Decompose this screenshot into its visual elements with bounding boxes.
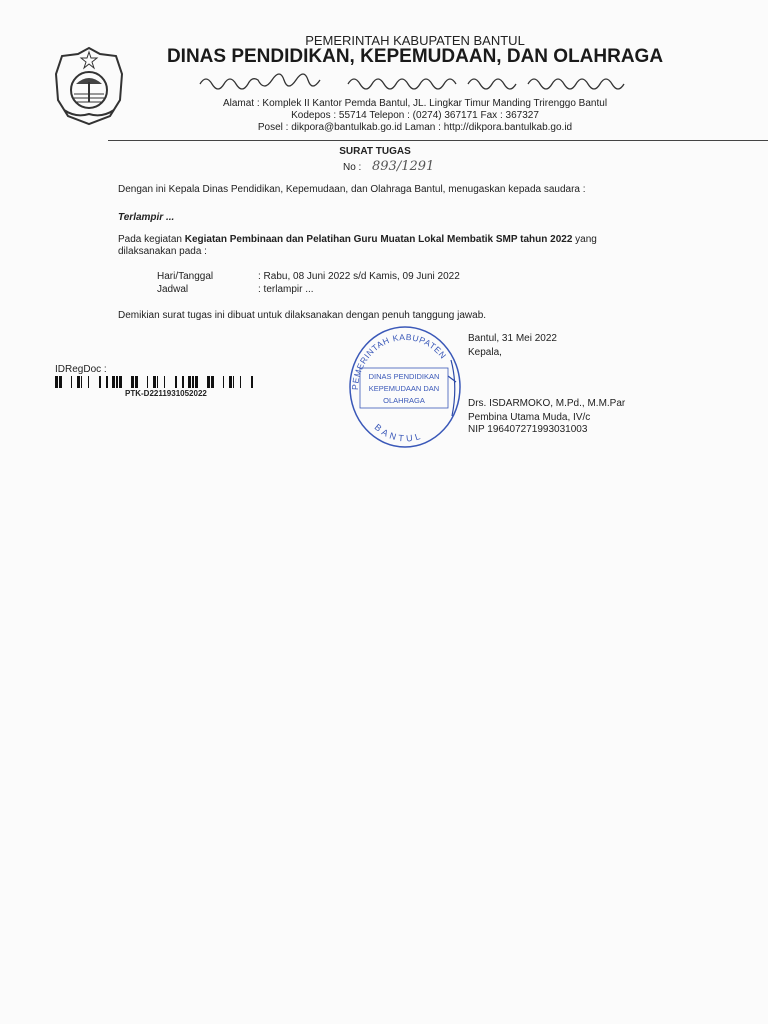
barcode-bar <box>119 376 122 388</box>
barcode-bar <box>164 376 165 388</box>
activity-line-2: dilaksanakan pada : <box>118 246 207 257</box>
barcode-bar <box>131 376 134 388</box>
email-web-line: Posel : dikpora@bantulkab.go.id Laman : http://dikpora.bantulkab.go.id <box>257 122 573 133</box>
detail-label-date: Hari/Tanggal <box>157 271 214 282</box>
contact-line: Kodepos : 55714 Telepon : (0274) 367171 Fax : 367327 <box>291 110 539 121</box>
address-line: Alamat : Komplek II Kantor Pemda Bantul, JL. Lingkar Timur Manding Trirenggo Bantul <box>222 98 608 109</box>
barcode-bar <box>153 376 156 388</box>
stamp-outer-top: PEMERINTAH KABUPATEN <box>349 331 449 391</box>
barcode-bar <box>135 376 138 388</box>
activity-prefix: Pada kegiatan <box>118 234 185 245</box>
detail-value-schedule: : terlampir ... <box>258 284 314 295</box>
official-stamp <box>348 324 462 450</box>
barcode-bar <box>195 376 198 388</box>
signature-position: Kepala, <box>468 347 502 358</box>
barcode-bar <box>211 376 214 388</box>
registration-barcode <box>55 376 259 388</box>
barcode-bar <box>192 376 194 388</box>
agency-name: DINAS PENDIDIKAN, KEPEMUDAAN, DAN OLAHRAGA <box>166 46 664 67</box>
barcode-bar <box>251 376 253 388</box>
detail-label-schedule: Jadwal <box>157 284 189 295</box>
barcode-bar <box>240 376 241 388</box>
stamp-inner-2: KEPEMUDAAN DAN <box>368 384 440 393</box>
government-name: PEMERINTAH KABUPATEN BANTUL <box>305 33 525 48</box>
letter-title: SURAT TUGAS <box>339 146 411 157</box>
javanese-script-line <box>198 70 628 94</box>
barcode-bar <box>188 376 191 388</box>
barcode-bar <box>175 376 177 388</box>
barcode-bar <box>112 376 115 388</box>
signatory-rank: Pembina Utama Muda, IV/c <box>468 412 591 423</box>
activity-name: Kegiatan Pembinaan dan Pelatihan Guru Muatan Lokal Membatik SMP tahun 2022 <box>184 234 573 245</box>
registration-label: IDRegDoc : <box>55 364 107 375</box>
registration-code: PTK-D2211931052022 <box>125 389 207 398</box>
barcode-bar <box>71 376 72 388</box>
barcode-bar <box>59 376 62 388</box>
signatory-name: Drs. ISDARMOKO, M.Pd., M.M.Par <box>468 398 626 409</box>
barcode-bar <box>116 376 118 388</box>
signatory-nip: NIP 196407271993031003 <box>468 424 588 435</box>
barcode-bar <box>147 376 148 388</box>
intro-text: Dengan ini Kepala Dinas Pendidikan, Kepemudaan, dan Olahraga Bantul, menugaskan kepada saudara : <box>118 184 586 195</box>
barcode-bar <box>55 376 58 388</box>
activity-line <box>118 234 597 245</box>
barcode-bar <box>99 376 101 388</box>
letter-number-label: No : <box>343 162 362 173</box>
stamp-outer-bottom: BANTUL <box>372 421 425 444</box>
barcode-bar <box>157 376 158 388</box>
barcode-bar <box>207 376 210 388</box>
closing-text: Demikian surat tugas ini dibuat untuk dilaksanakan dengan penuh tanggung jawab. <box>118 310 487 321</box>
stamp-inner-1: DINAS PENDIDIKAN <box>368 372 440 381</box>
assignee-text: Terlampir ... <box>118 212 175 223</box>
stamp-inner-3: OLAHRAGA <box>383 396 425 405</box>
detail-value-date: : Rabu, 08 Juni 2022 s/d Kamis, 09 Juni 2022 <box>258 271 460 282</box>
letter-number-handwritten: 893/1291 <box>372 159 435 174</box>
barcode-bar <box>229 376 232 388</box>
barcode-bar <box>182 376 184 388</box>
barcode-bar <box>233 376 234 388</box>
signature-place-date: Bantul, 31 Mei 2022 <box>468 333 557 344</box>
barcode-bar <box>77 376 80 388</box>
barcode-bar <box>223 376 224 388</box>
bantul-regency-logo <box>50 44 128 128</box>
header-divider <box>108 140 768 141</box>
barcode-bar <box>88 376 89 388</box>
activity-suffix: yang <box>572 234 597 245</box>
barcode-bar <box>81 376 82 388</box>
barcode-bar <box>106 376 108 388</box>
